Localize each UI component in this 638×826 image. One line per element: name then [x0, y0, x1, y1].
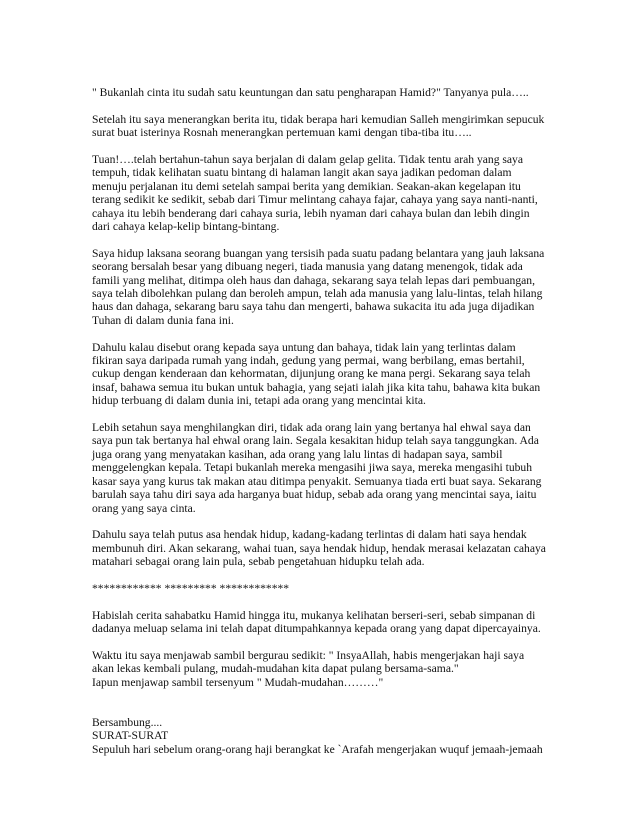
- paragraph: [92, 703, 548, 757]
- text-line: hidup terbuang di dalam dunia ini, tetapi ada orang yang mencintai kita.: [92, 394, 426, 408]
- paragraph: [92, 341, 548, 408]
- text-line: Sepuluh hari sebelum orang-orang haji berangkat ke `Arafah mengerjakan wuquf jemaah-jemaah: [92, 742, 543, 756]
- text-line: juga orang yang menyatakan kasihan, ada orang yang lalu lintas di hadapan saya, sambil: [92, 447, 503, 461]
- text-line: Saya hidup laksana seorang buangan yang tersisih pada suatu padang belantara yang jauh laksana: [92, 246, 545, 260]
- paragraph: [92, 421, 548, 515]
- text-line: " Bukanlah cinta itu sudah satu keuntungan dan satu pengharapan Hamid?" Tanyanya pula…..: [92, 86, 529, 99]
- text-line: insaf, bahawa semua itu bukan untuk bahagia, yang sejati ialah jika kita tahu, bahawa kita bukan: [92, 380, 541, 394]
- text-line: Waktu itu saya menjawab sambil bergurau sedikit: " InsyaAllah, habis mengerjakan haji saya: [92, 648, 525, 662]
- text-line: cukup dengan kenderaan dan kehormatan, dijunjung orang ke mana pergi. Sekarang saya telah: [92, 367, 531, 381]
- text-line: Bersambung....: [92, 715, 163, 729]
- text-line: fikiran saya daripada rumah yang indah, gedung yang permai, wang berbilang, emas bertahil,: [92, 354, 525, 368]
- text-line: akan lekas kembali pulang, mudah-mudahan kita dapat pulang bersama-sama.": [92, 662, 459, 676]
- text-line: Setelah itu saya menerangkan berita itu, tidak berapa hari kemudian Salleh mengirimkan sepucuk: [92, 112, 545, 126]
- paragraph: [92, 582, 548, 595]
- text-line: Tuan!….telah bertahun-tahun saya berjalan di dalam gelap gelita. Tidak tentu arah yang saya: [92, 153, 523, 166]
- text-line: dari cahaya kelap-kelip bintang-bintang.: [92, 220, 280, 234]
- paragraph: [92, 86, 548, 99]
- text-line: saya pun tak bertanya hal ehwal orang lain. Segala kesakitan hidup telah saya tanggungkan. Ada: [92, 434, 539, 448]
- text-line: seorang bersalah besar yang dibuang negeri, tiada manusia yang datang menengok, tidak ada: [92, 260, 523, 274]
- paragraph: [92, 113, 548, 140]
- text-line: cahaya itu lebih benderang dari cahaya suria, lebih nyaman dari cahaya bulan dan lebih dingin: [92, 206, 530, 220]
- text-line: barulah saya tahu diri saya ada harganya buat hidup, sebab ada orang yang mencintai saya, iaitu: [92, 488, 537, 502]
- text-line: Habislah cerita sahabatku Hamid hingga itu, mukanya kelihatan berseri-seri, sebab simpanan di: [92, 608, 536, 622]
- text-line: ************ ********* ************: [92, 581, 290, 595]
- paragraph: [92, 609, 548, 636]
- text-line: famili yang melihat, ditimpa oleh haus dan dahaga, sekarang saya telah lepas dari pembuangan,: [92, 273, 535, 287]
- text-line: matahari sebagai orang lain pula, sebab pengetahuan hidupku telah ada.: [92, 555, 425, 569]
- text-line: tempuh, tidak kelihatan suatu bintang di halaman langit akan saya jadikan pedoman dalam: [92, 166, 512, 180]
- text-line: dadanya meluap selama ini telah dapat ditumpahkannya kepada orang yang dapat dipercayainya.: [92, 622, 541, 636]
- text-line: Iapun menjawap sambil tersenyum " Mudah-mudahan………": [92, 675, 384, 689]
- text-line: terang sedikit ke sedikit, sebab dari Timur melintang cahaya fajar, cahaya yang saya nanti-nanti,: [92, 193, 538, 207]
- paragraph: [92, 247, 548, 327]
- paragraph: [92, 153, 548, 233]
- text-line: [92, 703, 548, 716]
- text-line: Lebih setahun saya menghilangkan diri, tidak ada orang lain yang bertanya hal ehwal saya dan: [92, 421, 531, 435]
- text-line: orang yang saya cinta.: [92, 501, 196, 515]
- text-line: haus dan dahaga, sekarang baru saya tahu dan mengerti, bahawa sukacita itu ada juga dijadikan: [92, 300, 535, 314]
- text-line: membunuh diri. Akan sekarang, wahai tuan, saya hendak hidup, hendak merasai kelazatan cahaya: [92, 541, 546, 555]
- text-line: SURAT-SURAT: [92, 729, 169, 743]
- text-line: kasar saya yang kurus tak makan atau ditimpa penyakit. Semuanya tiada erti buat saya. Sekarang: [92, 474, 542, 488]
- text-line: surat buat isterinya Rosnah menerangkan pertemuan kami dengan tiba-tiba itu…..: [92, 126, 472, 140]
- text-line: menggelengkan kepala. Tetapi bukanlah mereka mengasihi jiwa saya, mereka mengasihi tubuh: [92, 461, 533, 475]
- paragraph: [92, 649, 548, 689]
- text-line: Dahulu kalau disebut orang kepada saya untung dan bahaya, tidak lain yang terlintas dalam: [92, 340, 516, 354]
- document-body: [92, 86, 548, 770]
- text-line: menuju perjalanan itu demi setelah sampai berita yang demikian. Seakan-akan kegelapan itu: [92, 179, 521, 193]
- text-line: Tuhan di dalam dunia fana ini.: [92, 313, 234, 327]
- text-line: saya telah dibolehkan pulang dan beroleh ampun, telah ada manusia yang lalu-lintas, telah hilang: [92, 287, 543, 301]
- text-line: Dahulu saya telah putus asa hendak hidup, kadang-kadang terlintas di dalam hati saya hendak: [92, 528, 527, 542]
- paragraph: [92, 528, 548, 568]
